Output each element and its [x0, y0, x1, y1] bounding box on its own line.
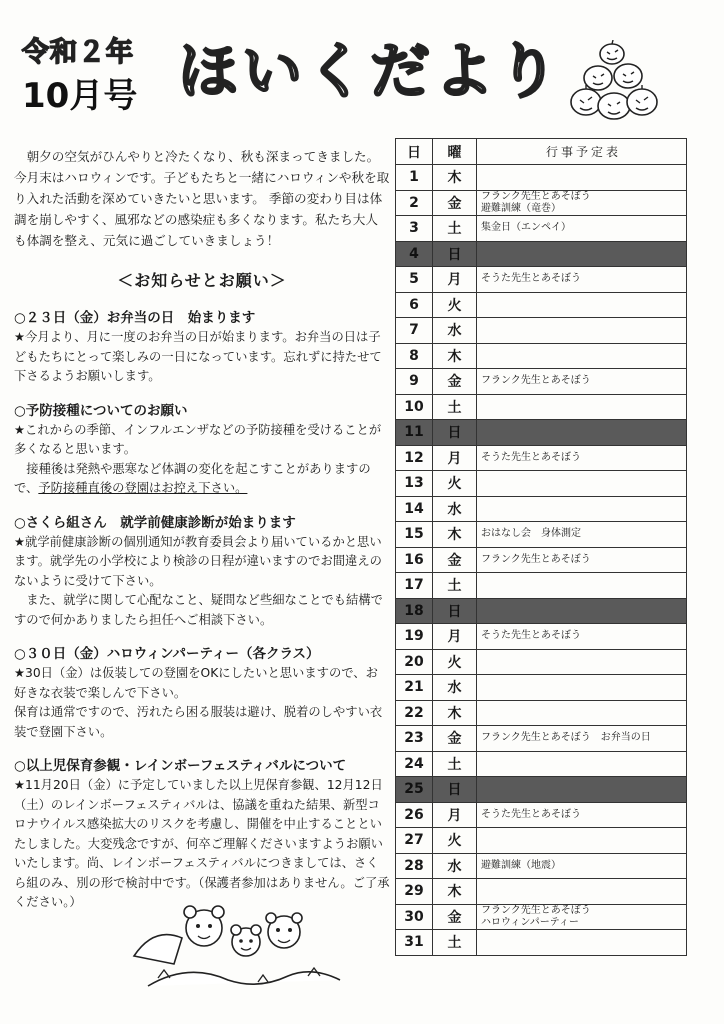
- row-events: [477, 522, 687, 548]
- page-title: ほいくだより: [178, 37, 562, 107]
- row-day: 22: [396, 700, 433, 726]
- row-day: 21: [396, 675, 433, 701]
- row-day: 4: [396, 241, 433, 267]
- table-row: [396, 649, 687, 675]
- table-row: [396, 879, 687, 905]
- notice-text: [14, 460, 390, 499]
- row-weekday: 水: [433, 853, 477, 879]
- notices-list: [14, 308, 390, 927]
- row-day: 5: [396, 267, 433, 293]
- row-events: [477, 802, 687, 828]
- notice-text: また、就学に関して心配なこと、疑問など些細なことでも結構ですので何かありましたら担任へご相談下さい。: [14, 593, 383, 627]
- table-row: [396, 624, 687, 650]
- row-events: [477, 879, 687, 905]
- table-row: [396, 751, 687, 777]
- halloween-pumpkins-icon: [566, 40, 662, 124]
- event-text: そうた先生とあそぼう: [481, 451, 581, 463]
- row-day: 19: [396, 624, 433, 650]
- row-events: [477, 165, 687, 191]
- row-weekday: 土: [433, 930, 477, 956]
- table-row: [396, 904, 687, 930]
- row-day: 3: [396, 216, 433, 242]
- header-year: 令和２年: [22, 37, 134, 68]
- row-day: 23: [396, 726, 433, 752]
- notice-title: ○３０日（金）ハロウィンパーティー（各クラス）: [14, 646, 320, 662]
- row-events: [477, 420, 687, 446]
- section-heading: ＜お知らせとお願い＞: [117, 271, 287, 290]
- row-day: 1: [396, 165, 433, 191]
- table-row: [396, 598, 687, 624]
- row-day: 30: [396, 904, 433, 930]
- row-events: [477, 573, 687, 599]
- row-events: [477, 394, 687, 420]
- row-weekday: 日: [433, 777, 477, 803]
- event-text: 集金日（エンペイ）: [481, 222, 571, 234]
- row-weekday: 土: [433, 216, 477, 242]
- row-day: 13: [396, 471, 433, 497]
- event-text: ハロウィンパーティー: [481, 916, 579, 928]
- row-weekday: 月: [433, 267, 477, 293]
- event-text: フランク先生とあそぼう: [481, 904, 591, 916]
- notice-text: ★就学前健康診断の個別通知が教育委員会より届いているかと思います。就学先の小学校により検診の日程が違いますのでお間違えのないように受けて下さい。: [14, 534, 382, 588]
- table-row: [396, 777, 687, 803]
- event-text: フランク先生とあそぼう お弁当の日: [481, 732, 651, 744]
- table-row: [396, 190, 687, 216]
- row-events: [477, 777, 687, 803]
- row-events: [477, 904, 687, 930]
- event-text: フランク先生とあそぼう: [481, 375, 591, 387]
- row-weekday: 木: [433, 343, 477, 369]
- row-weekday: 日: [433, 241, 477, 267]
- row-events: [477, 700, 687, 726]
- event-text: フランク先生とあそぼう: [481, 553, 591, 565]
- table-row: [396, 675, 687, 701]
- row-weekday: 火: [433, 471, 477, 497]
- row-events: [477, 726, 687, 752]
- table-row: [396, 496, 687, 522]
- table-row: [396, 267, 687, 293]
- notice-text: ★今月より、月に一度のお弁当の日が始まります。お弁当の日は子どもたちにとって楽しみの一日になっています。忘れずに持たせて下さるようお願いします。: [14, 330, 382, 383]
- notice-title: ○２３日（金）お弁当の日 始まります: [14, 310, 256, 326]
- table-row: [396, 930, 687, 956]
- table-row: [396, 216, 687, 242]
- notice-text: 保育は通常ですので、汚れたら困る服装は避け、脱着のしやすい衣装で登園下さい。: [14, 705, 383, 739]
- row-day: 11: [396, 420, 433, 446]
- row-events: [477, 496, 687, 522]
- row-events: [477, 190, 687, 216]
- row-events: [477, 853, 687, 879]
- row-events: [477, 292, 687, 318]
- row-weekday: 木: [433, 879, 477, 905]
- row-weekday: 金: [433, 369, 477, 395]
- row-events: [477, 930, 687, 956]
- table-row: [396, 828, 687, 854]
- table-row: [396, 573, 687, 599]
- row-weekday: 土: [433, 573, 477, 599]
- schedule-table: [395, 138, 687, 956]
- row-events: [477, 343, 687, 369]
- row-events: [477, 751, 687, 777]
- row-day: 12: [396, 445, 433, 471]
- row-weekday: 土: [433, 394, 477, 420]
- row-weekday: 火: [433, 292, 477, 318]
- row-events: [477, 369, 687, 395]
- autumn-animals-icon: [128, 886, 350, 998]
- schedule-header-row: [396, 139, 687, 165]
- row-events: [477, 241, 687, 267]
- table-row: [396, 726, 687, 752]
- row-day: 31: [396, 930, 433, 956]
- row-day: 28: [396, 853, 433, 879]
- row-weekday: 月: [433, 802, 477, 828]
- table-row: [396, 547, 687, 573]
- row-day: 24: [396, 751, 433, 777]
- row-day: 6: [396, 292, 433, 318]
- column-header-day: 日: [396, 139, 433, 165]
- table-row: [396, 700, 687, 726]
- row-weekday: 月: [433, 624, 477, 650]
- row-events: [477, 267, 687, 293]
- notice-halloween: [14, 644, 390, 742]
- table-row: [396, 522, 687, 548]
- row-day: 18: [396, 598, 433, 624]
- notice-title: ○予防接種についてのお願い: [14, 402, 188, 419]
- row-weekday: 火: [433, 649, 477, 675]
- row-day: 20: [396, 649, 433, 675]
- table-row: [396, 343, 687, 369]
- row-day: 26: [396, 802, 433, 828]
- column-header-weekday: 曜: [433, 139, 477, 165]
- table-row: [396, 445, 687, 471]
- notice-text: ★これからの季節、インフルエンザなどの予防接種を受けることが多くなると思います。: [14, 422, 382, 456]
- notice-text-part: 接種後は発熱や悪寒など体調の変化を起こすことがありますので、: [14, 461, 371, 495]
- notice-title: ○以上児保育参観・レインボーフェスティバルについて: [14, 758, 347, 774]
- table-row: [396, 802, 687, 828]
- event-text: フランク先生とあそぼう: [481, 190, 591, 202]
- table-row: [396, 394, 687, 420]
- row-weekday: 木: [433, 165, 477, 191]
- row-weekday: 金: [433, 904, 477, 930]
- event-text: そうた先生とあそぼう: [481, 630, 581, 642]
- row-events: [477, 445, 687, 471]
- row-weekday: 土: [433, 751, 477, 777]
- row-weekday: 水: [433, 318, 477, 344]
- row-events: [477, 649, 687, 675]
- notice-vaccination: [14, 401, 390, 499]
- table-row: [396, 853, 687, 879]
- row-events: [477, 624, 687, 650]
- row-events: [477, 675, 687, 701]
- row-day: 25: [396, 777, 433, 803]
- column-header-events: 行事予定表: [477, 139, 687, 165]
- notice-health-check: [14, 513, 390, 631]
- event-text: 避難訓練（竜巻）: [481, 202, 561, 214]
- row-day: 29: [396, 879, 433, 905]
- row-day: 9: [396, 369, 433, 395]
- row-weekday: 水: [433, 496, 477, 522]
- row-weekday: 日: [433, 598, 477, 624]
- row-events: [477, 216, 687, 242]
- notice-emphasis: 予防接種直後の登園はお控え下さい。: [38, 481, 248, 495]
- notice-bento: [14, 308, 390, 387]
- schedule-body: [396, 165, 687, 956]
- table-row: [396, 471, 687, 497]
- intro-text: [14, 146, 390, 251]
- row-events: [477, 828, 687, 854]
- row-day: 10: [396, 394, 433, 420]
- row-events: [477, 318, 687, 344]
- table-row: [396, 165, 687, 191]
- header-issue: 10月号: [22, 76, 138, 116]
- row-weekday: 火: [433, 828, 477, 854]
- row-weekday: 金: [433, 547, 477, 573]
- row-events: [477, 598, 687, 624]
- event-text: そうた先生とあそぼう: [481, 808, 581, 820]
- row-weekday: 木: [433, 700, 477, 726]
- event-text: 避難訓練（地震）: [481, 859, 561, 871]
- table-row: [396, 420, 687, 446]
- event-text: おはなし会 身体測定: [481, 528, 581, 540]
- row-day: 7: [396, 318, 433, 344]
- notice-text: ★11月20日（金）に予定していました以上児保育参観、12月12日（土）のレインボーフェスティバルは、協議を重ねた結果、新型コロナウイルス感染拡大のリスクを考慮し、開催を中止することといたしました。大変残念ですが、何卒ご理解くださいますようお願いいたします。尚、レインボーフェスティバルにつきましては、さくら組のみ、別の形で検討中です。（保護者参加はありません。ご了承ください。）: [14, 778, 390, 909]
- row-weekday: 水: [433, 675, 477, 701]
- row-day: 14: [396, 496, 433, 522]
- row-weekday: 月: [433, 445, 477, 471]
- row-day: 2: [396, 190, 433, 216]
- row-events: [477, 471, 687, 497]
- row-day: 8: [396, 343, 433, 369]
- row-weekday: 金: [433, 726, 477, 752]
- notice-text: ★30日（金）は仮装しての登園をOKにしたいと思いますので、お好きな衣装で楽しんで下さい。: [14, 666, 378, 700]
- intro-paragraph: 朝夕の空気がひんやりと冷たくなり、秋も深まってきました。今月末はハロウィンです。子どもたちと一緒にハロウィンや秋を取り入れた活動を深めていきたいと思います。 季節の変わり目は体調を崩しやすく、風邪などの感染症も多くなります。私たち大人も体調を整え、元気に過ごしていきましょう！: [14, 149, 390, 248]
- row-day: 27: [396, 828, 433, 854]
- row-events: [477, 547, 687, 573]
- table-row: [396, 241, 687, 267]
- event-text: そうた先生とあそぼう: [481, 273, 581, 285]
- row-day: 17: [396, 573, 433, 599]
- table-row: [396, 318, 687, 344]
- row-weekday: 日: [433, 420, 477, 446]
- table-row: [396, 292, 687, 318]
- table-row: [396, 369, 687, 395]
- row-weekday: 木: [433, 522, 477, 548]
- row-weekday: 金: [433, 190, 477, 216]
- row-day: 16: [396, 547, 433, 573]
- notice-title: ○さくら組さん 就学前健康診断が始まります: [14, 514, 296, 531]
- row-day: 15: [396, 522, 433, 548]
